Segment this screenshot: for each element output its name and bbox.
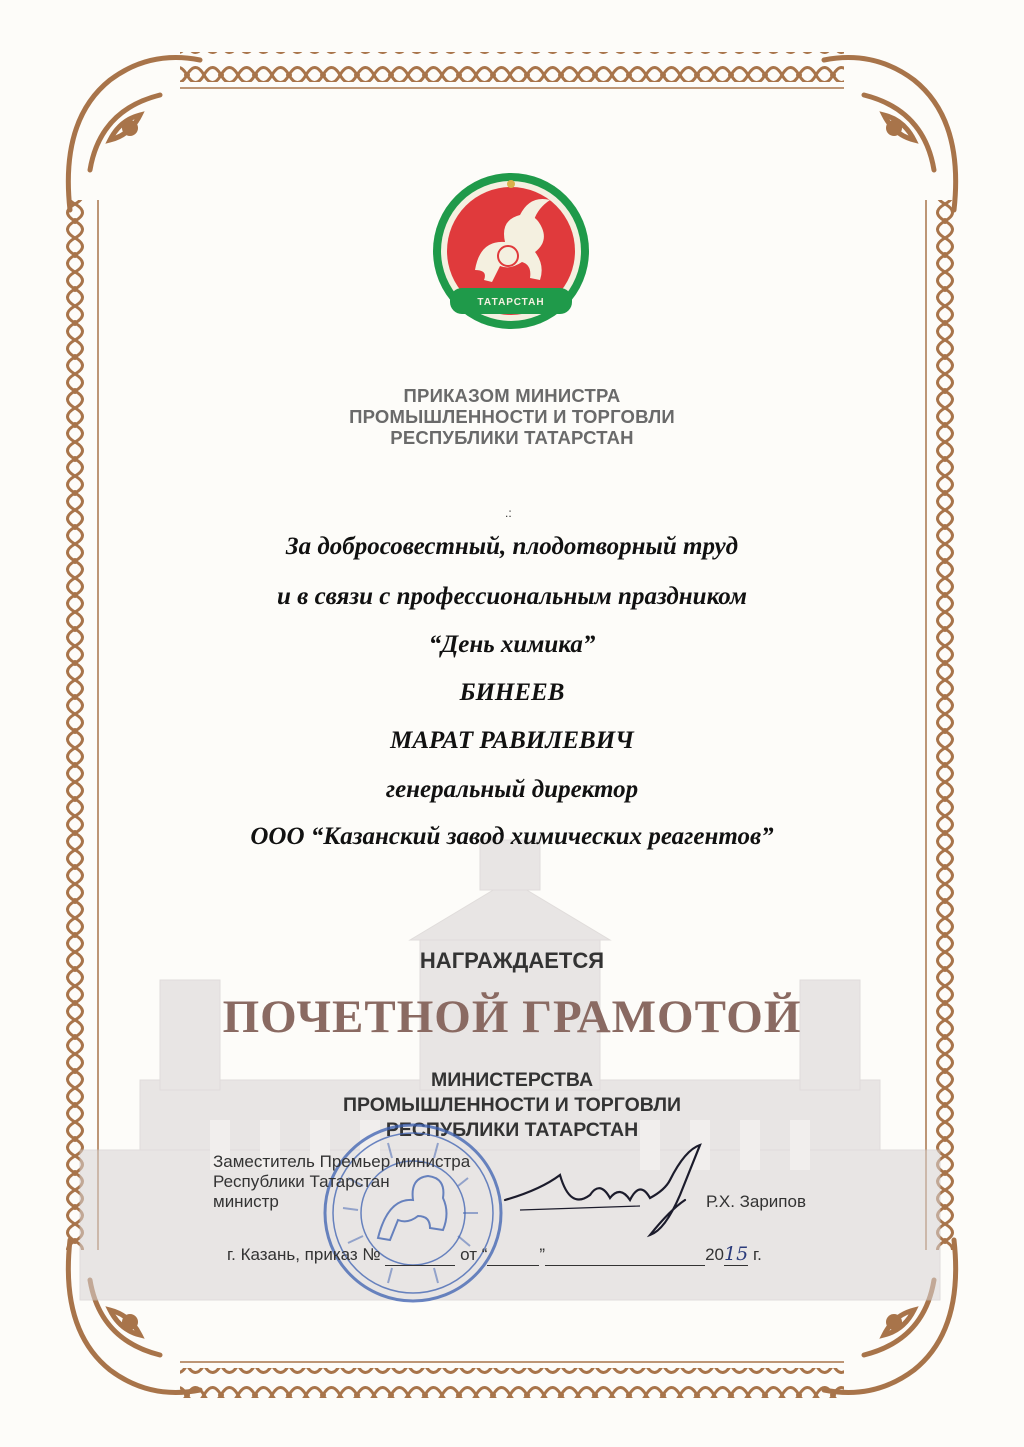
- signatory-line-1: Заместитель Премьер министра: [213, 1152, 471, 1171]
- official-stamp-icon: [318, 1118, 508, 1308]
- signatory-title: [213, 1152, 470, 1212]
- recipient-position: генеральный директор: [385, 776, 639, 803]
- reason-line-2: и в связи с профессиональным праздником: [277, 583, 747, 610]
- order-day-blank: [487, 1245, 539, 1266]
- order-quote-close: ”: [539, 1245, 546, 1264]
- separator-mark: .:: [505, 506, 512, 520]
- awarded-label: НАГРАЖДАЕТСЯ: [419, 948, 605, 973]
- emblem-caption: ТАТАРСТАН: [477, 297, 545, 308]
- ministry-header: [0, 1068, 1024, 1143]
- recipient-company: ООО “Казанский завод химических реагентов”: [250, 823, 774, 850]
- issuer-header: [0, 385, 1024, 448]
- order-year-suffix: г.: [752, 1245, 762, 1264]
- issuer-line-2: ПРОМЫШЛЕННОСТИ И ТОРГОВЛИ: [349, 406, 675, 427]
- order-year-handwritten: 15: [724, 1243, 749, 1265]
- ministry-line-2: ПРОМЫШЛЕННОСТИ И ТОРГОВЛИ: [342, 1094, 682, 1116]
- order-month-blank: [545, 1245, 705, 1266]
- signatory-line-3: министр: [213, 1192, 279, 1211]
- signatory-line-2: Республики Татарстан: [213, 1172, 390, 1191]
- ministry-line-1: МИНИСТЕРСТВА: [430, 1069, 594, 1091]
- recipient-surname: БИНЕЕВ: [459, 679, 565, 706]
- order-city-label: г. Казань, приказ №: [227, 1245, 381, 1264]
- reason-line-1: За добросовестный, плодотворный труд: [285, 533, 739, 560]
- order-from-label: от: [460, 1245, 478, 1264]
- order-year-prefix: 20: [705, 1245, 725, 1264]
- issuer-line-1: ПРИКАЗОМ МИНИСТРА: [403, 385, 621, 406]
- order-reference: [227, 1243, 762, 1266]
- award-title: ПОЧЕТНОЙ ГРАМОТОЙ: [222, 991, 802, 1043]
- issuer-line-3: РЕСПУБЛИКИ ТАТАРСТАН: [390, 427, 634, 448]
- order-number-blank: [385, 1245, 455, 1266]
- signatory-name: Р.Х. Зарипов: [706, 1192, 806, 1211]
- order-quote-open: “: [481, 1245, 488, 1264]
- recipient-name: МАРАТ РАВИЛЕВИЧ: [390, 727, 634, 754]
- ministry-line-3: РЕСПУБЛИКИ ТАТАРСТАН: [385, 1119, 639, 1141]
- handwritten-signature: [500, 1140, 720, 1240]
- holiday-name: “День химика”: [428, 631, 596, 658]
